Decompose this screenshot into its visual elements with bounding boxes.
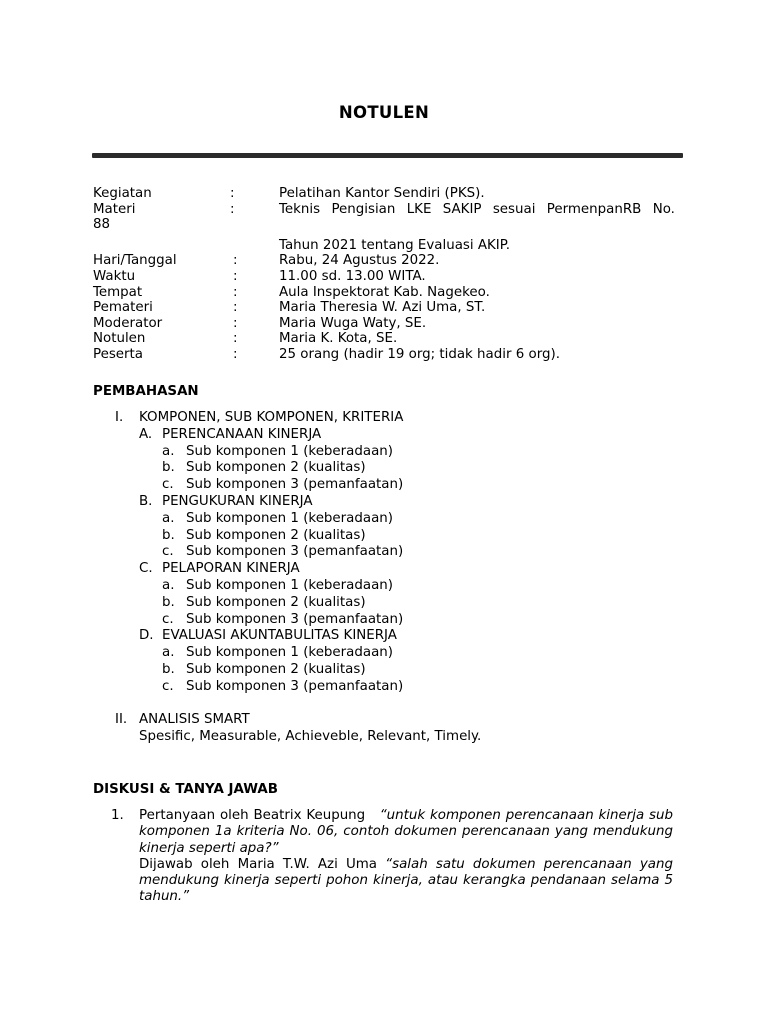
info-value: Pelatihan Kantor Sendiri (PKS). — [279, 186, 485, 201]
section-heading-diskusi: DISKUSI & TANYA JAWAB — [93, 782, 278, 797]
outline-text: Sub komponen 2 (kualitas) — [186, 527, 366, 543]
outline-letter: b. — [162, 527, 175, 543]
outline-letter: b. — [162, 661, 175, 677]
outline-letter: a. — [162, 645, 175, 661]
outline-level2 — [93, 494, 675, 511]
info-label: Notulen — [93, 331, 146, 347]
outline-level3 — [93, 612, 675, 629]
info-row-waktu — [93, 269, 675, 285]
outline-level2 — [93, 628, 675, 645]
outline-text: Sub komponen 3 (pemanfaatan) — [186, 678, 404, 694]
outline-letter: c. — [162, 611, 174, 627]
outline-text: Spesific, Measurable, Achieveble, Relevant, Timely. — [139, 729, 482, 745]
info-separator: : — [233, 300, 238, 316]
outline-text: Sub komponen 1 (keberadaan) — [186, 510, 394, 526]
outline-text: Sub komponen 2 (kualitas) — [186, 661, 366, 677]
info-label: Hari/Tanggal — [93, 253, 177, 269]
outline-text: Sub komponen 2 (kualitas) — [186, 460, 366, 476]
qa-body — [139, 808, 673, 906]
outline-title: KOMPONEN, SUB KOMPONEN, KRITERIA — [139, 410, 404, 425]
outline-text: Sub komponen 3 (pemanfaatan) — [186, 544, 404, 560]
outline-level2 — [93, 561, 675, 578]
outline-letter: c. — [162, 678, 174, 694]
question-prefix: Pertanyaan oleh Beatrix Keupung — [139, 808, 366, 823]
materi-word: sesuai — [492, 201, 536, 217]
info-separator: : — [233, 253, 238, 269]
outline-title: PERENCANAAN KINERJA — [162, 426, 322, 442]
pembahasan-outline — [93, 410, 675, 746]
outline-level3 — [93, 645, 675, 662]
outline-letter: B. — [139, 493, 153, 509]
outline-number: II. — [115, 712, 128, 728]
outline-text: Sub komponen 3 (pemanfaatan) — [186, 611, 404, 627]
outline-letter: a. — [162, 510, 175, 526]
info-row-moderator — [93, 316, 675, 332]
outline-number: I. — [115, 410, 124, 425]
outline-letter: b. — [162, 594, 175, 610]
outline-level3 — [93, 511, 675, 528]
answer-text: “salah satu dokumen perencanaan yang mendukung kinerja seperti pohon kinerja, atau kerangka pendanaan selama 5 tahun.” — [139, 856, 673, 905]
info-separator: : — [230, 186, 235, 201]
materi-word: Pengisian — [331, 201, 396, 217]
info-label: Waktu — [93, 268, 136, 284]
info-label: Tempat — [93, 284, 143, 300]
info-separator: : — [233, 268, 238, 284]
spacer — [93, 696, 675, 713]
info-value: Maria Theresia W. Azi Uma, ST. — [279, 300, 486, 316]
outline-title: ANALISIS SMART — [139, 712, 250, 728]
outline-letter: A. — [139, 426, 153, 442]
info-separator: : — [233, 284, 238, 300]
info-row-pemateri — [93, 300, 675, 316]
info-value: Aula Inspektorat Kab. Nagekeo. — [279, 284, 490, 300]
info-value: 25 orang (hadir 19 org; tidak hadir 6 org). — [279, 346, 560, 362]
outline-detail — [93, 729, 675, 746]
info-row-hari — [93, 253, 675, 269]
info-row-notulen — [93, 331, 675, 347]
materi-wrap: 88 — [93, 217, 111, 233]
outline-letter: a. — [162, 443, 175, 459]
qa-answer — [139, 857, 673, 906]
document-title: NOTULEN — [338, 103, 430, 122]
info-label: Kegiatan — [93, 186, 152, 201]
section-heading-pembahasan: PEMBAHASAN — [93, 384, 199, 399]
answer-prefix: Dijawab oleh Maria T.W. Azi Uma — [139, 856, 377, 872]
info-value — [279, 202, 675, 218]
outline-level3 — [93, 477, 675, 494]
info-separator: : — [230, 201, 235, 217]
outline-level3 — [93, 662, 675, 679]
outline-letter: c. — [162, 544, 174, 560]
meeting-info — [93, 186, 675, 363]
question-text: “untuk komponen perencanaan kinerja sub komponen 1a kriteria No. 06, contoh dokumen perencanaan yang mendukung kinerja seperti apa?” — [139, 808, 673, 856]
outline-title: PENGUKURAN KINERJA — [162, 493, 313, 509]
outline-letter: a. — [162, 577, 175, 593]
outline-level2 — [93, 427, 675, 444]
info-value: Rabu, 24 Agustus 2022. — [279, 253, 440, 269]
outline-letter: C. — [139, 561, 153, 577]
outline-title: PELAPORAN KINERJA — [162, 561, 300, 577]
info-value: Tahun 2021 tentang Evaluasi AKIP. — [279, 237, 510, 253]
outline-title: EVALUASI AKUNTABULITAS KINERJA — [162, 628, 397, 644]
info-row-materi-cont — [93, 238, 675, 254]
info-label: Moderator — [93, 315, 163, 331]
outline-level3 — [93, 444, 675, 461]
outline-level3 — [93, 679, 675, 696]
materi-word: PermenpanRB — [546, 201, 642, 217]
title-divider — [92, 153, 683, 158]
outline-letter: c. — [162, 477, 174, 493]
outline-level3 — [93, 460, 675, 477]
info-row-tempat — [93, 285, 675, 301]
outline-text: Sub komponen 1 (keberadaan) — [186, 443, 394, 459]
info-value: Maria K. Kota, SE. — [279, 331, 398, 347]
info-separator: : — [233, 346, 238, 362]
outline-text: Sub komponen 1 (keberadaan) — [186, 577, 394, 593]
info-value: Maria Wuga Waty, SE. — [279, 315, 427, 331]
outline-level3 — [93, 595, 675, 612]
info-separator: : — [233, 315, 238, 331]
info-row-kegiatan — [93, 186, 675, 202]
outline-level3 — [93, 544, 675, 561]
info-row-materi — [93, 202, 675, 218]
materi-word: No. — [652, 201, 675, 217]
info-label: Pemateri — [93, 300, 153, 316]
outline-text: Sub komponen 1 (keberadaan) — [186, 645, 394, 661]
outline-text: Sub komponen 2 (kualitas) — [186, 594, 366, 610]
outline-letter: b. — [162, 460, 175, 476]
qa-question — [139, 808, 673, 857]
info-label: Peserta — [93, 346, 144, 362]
outline-letter: D. — [139, 628, 154, 644]
outline-text: Sub komponen 3 (pemanfaatan) — [186, 477, 404, 493]
materi-word: LKE — [406, 201, 432, 217]
info-row-peserta — [93, 347, 675, 363]
outline-level3 — [93, 528, 675, 545]
qa-number: 1. — [111, 808, 124, 823]
info-separator: : — [233, 331, 238, 347]
info-value: 11.00 sd. 13.00 WITA. — [279, 268, 426, 284]
outline-level1 — [93, 712, 675, 729]
info-label: Materi — [93, 201, 136, 217]
materi-word: SAKIP — [442, 201, 482, 217]
materi-word: Teknis — [279, 201, 321, 217]
outline-level1 — [93, 410, 675, 427]
outline-level3 — [93, 578, 675, 595]
